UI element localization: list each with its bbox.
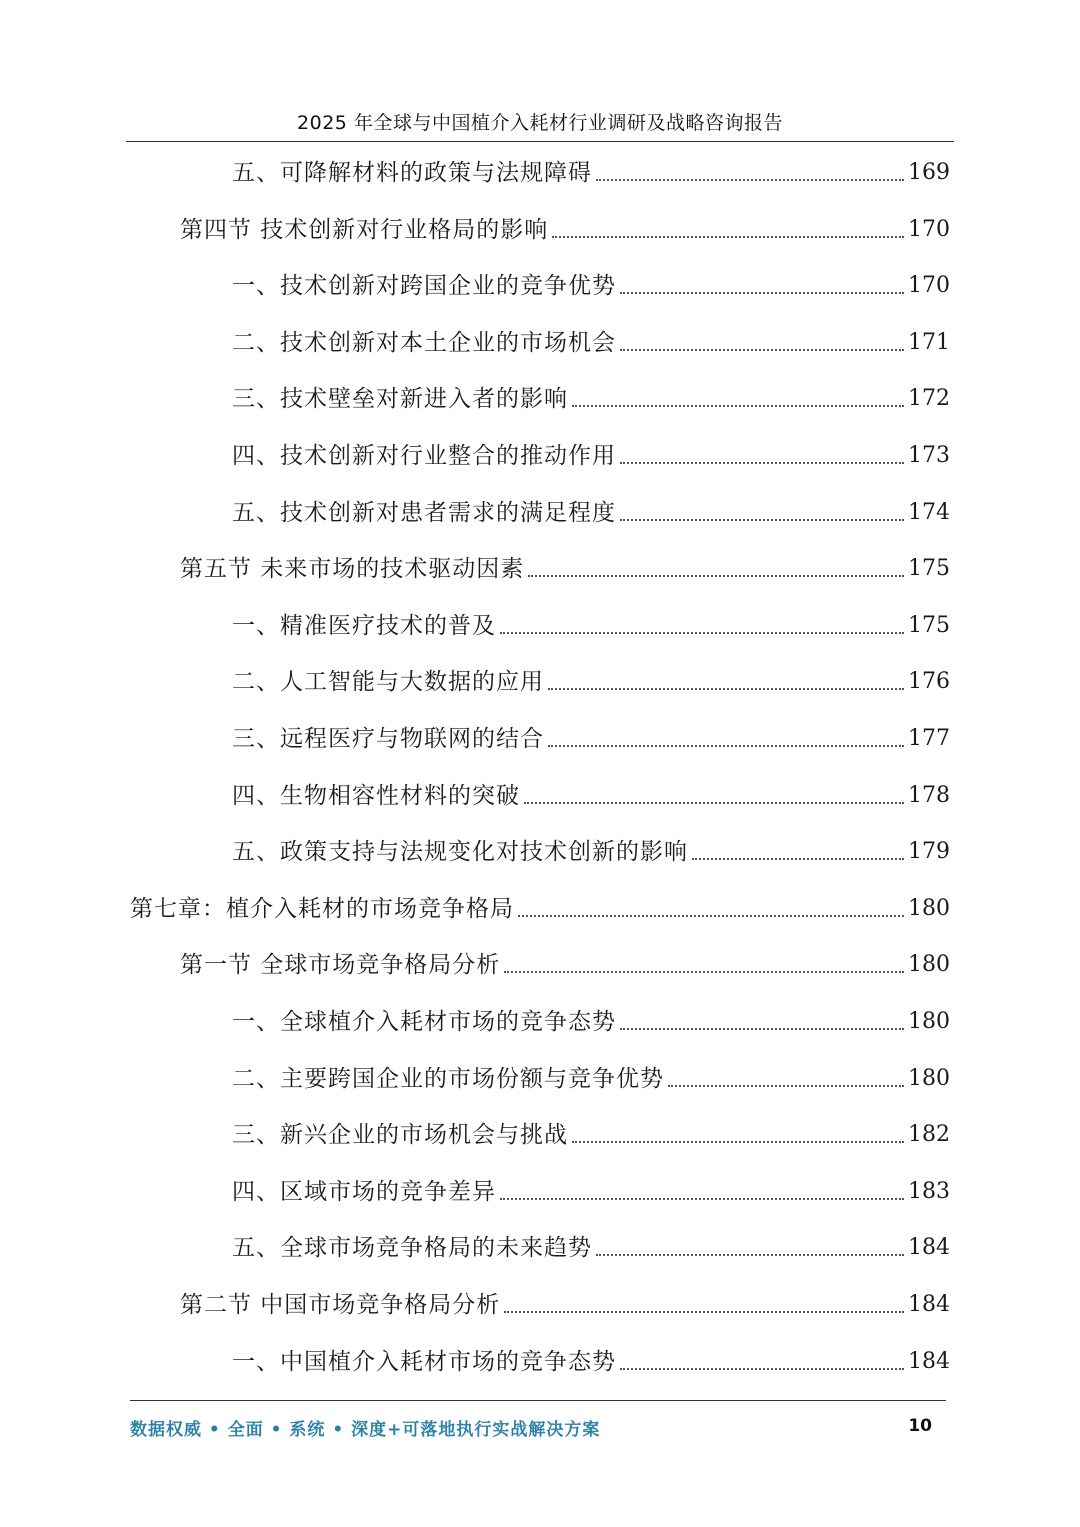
toc-dot-leader <box>620 349 904 351</box>
toc-entry-page: 172 <box>908 386 950 411</box>
toc-entry[interactable] <box>232 497 950 529</box>
toc-entry-title: 四、生物相容性材料的突破 <box>232 783 520 809</box>
toc-dot-leader <box>620 1368 904 1370</box>
toc-entry[interactable] <box>232 780 950 812</box>
toc-dot-leader <box>528 575 904 577</box>
toc-entry[interactable] <box>232 1346 950 1378</box>
toc-entry-page: 177 <box>908 726 950 751</box>
toc-entry-page: 180 <box>908 1009 950 1034</box>
toc-dot-leader <box>620 292 904 294</box>
toc-entry-page: 180 <box>908 952 950 977</box>
toc-entry-page: 169 <box>908 160 950 185</box>
toc-entry-page: 178 <box>908 783 950 808</box>
toc-entry[interactable] <box>232 836 950 868</box>
toc-entry-title: 二、技术创新对本土企业的市场机会 <box>232 330 616 356</box>
toc-entry-page: 184 <box>908 1349 950 1374</box>
toc-dot-leader <box>572 405 904 407</box>
toc-entry[interactable] <box>180 214 950 246</box>
toc-entry[interactable] <box>232 723 950 755</box>
toc-entry-page: 170 <box>908 217 950 242</box>
toc-entry[interactable] <box>232 1063 950 1095</box>
toc-entry-title: 五、可降解材料的政策与法规障碍 <box>232 160 592 186</box>
toc-dot-leader <box>548 688 904 690</box>
toc-entry-title: 四、技术创新对行业整合的推动作用 <box>232 443 616 469</box>
toc-entry[interactable] <box>232 610 950 642</box>
toc-entry-title: 第四节 技术创新对行业格局的影响 <box>180 217 549 243</box>
toc-entry-page: 176 <box>908 669 950 694</box>
footer-divider <box>130 1400 946 1401</box>
toc-dot-leader <box>620 1028 904 1030</box>
toc-entry-title: 三、新兴企业的市场机会与挑战 <box>232 1122 568 1148</box>
toc-entry-title: 一、精准医疗技术的普及 <box>232 613 496 639</box>
toc-entry-title: 一、中国植介入耗材市场的竞争态势 <box>232 1349 616 1375</box>
toc-entry[interactable] <box>180 949 950 981</box>
toc-entry[interactable] <box>232 666 950 698</box>
toc-entry-title: 三、技术壁垒对新进入者的影响 <box>232 386 568 412</box>
toc-dot-leader <box>572 1141 904 1143</box>
toc-entry-page: 179 <box>908 839 950 864</box>
toc-entry[interactable] <box>232 440 950 472</box>
toc-entry-title: 一、全球植介入耗材市场的竞争态势 <box>232 1009 616 1035</box>
toc-dot-leader <box>504 971 904 973</box>
toc-entry-page: 184 <box>908 1235 950 1260</box>
toc-entry-title: 三、远程医疗与物联网的结合 <box>232 726 544 752</box>
toc-dot-leader <box>548 745 904 747</box>
page-number: 10 <box>908 1416 932 1436</box>
toc-dot-leader <box>524 802 904 804</box>
toc-entry-title: 五、全球市场竞争格局的未来趋势 <box>232 1235 592 1261</box>
toc-dot-leader <box>668 1085 904 1087</box>
toc-entry-title: 五、技术创新对患者需求的满足程度 <box>232 500 616 526</box>
toc-entry-title: 第五节 未来市场的技术驱动因素 <box>180 556 525 582</box>
toc-entry[interactable] <box>232 383 950 415</box>
toc-entry[interactable] <box>180 553 950 585</box>
toc-dot-leader <box>552 236 904 238</box>
toc-entry-page: 182 <box>908 1122 950 1147</box>
toc-dot-leader <box>504 1311 904 1313</box>
toc-entry-page: 180 <box>908 896 950 921</box>
toc-dot-leader <box>692 858 904 860</box>
toc-entry[interactable] <box>232 270 950 302</box>
toc-entry-title: 第一节 全球市场竞争格局分析 <box>180 952 501 978</box>
toc-entry[interactable] <box>232 1119 950 1151</box>
toc-entry-title: 第二节 中国市场竞争格局分析 <box>180 1292 501 1318</box>
footer-slogan: 数据权威 • 全面 • 系统 • 深度+可落地执行实战解决方案 <box>130 1420 601 1440</box>
toc-entry-page: 180 <box>908 1066 950 1091</box>
toc-entry-page: 170 <box>908 273 950 298</box>
toc-dot-leader <box>596 1254 904 1256</box>
toc-entry[interactable] <box>232 1232 950 1264</box>
toc-entry-title: 二、主要跨国企业的市场份额与竞争优势 <box>232 1066 664 1092</box>
toc-dot-leader <box>620 462 904 464</box>
toc-dot-leader <box>500 1198 904 1200</box>
toc-entry-title: 第七章：植介入耗材的市场竞争格局 <box>130 896 514 922</box>
toc-dot-leader <box>596 179 904 181</box>
toc-entry-page: 174 <box>908 500 950 525</box>
toc-entry-title: 四、区域市场的竞争差异 <box>232 1179 496 1205</box>
toc-entry[interactable] <box>130 893 950 925</box>
report-title: 2025 年全球与中国植介入耗材行业调研及战略咨询报告 <box>297 112 783 134</box>
toc-entry-title: 二、人工智能与大数据的应用 <box>232 669 544 695</box>
toc-dot-leader <box>620 519 904 521</box>
toc-entry[interactable] <box>232 327 950 359</box>
toc-dot-leader <box>500 632 904 634</box>
toc-entry-page: 183 <box>908 1179 950 1204</box>
toc-entry[interactable] <box>180 1289 950 1321</box>
toc-entry-page: 175 <box>908 613 950 638</box>
toc-entry[interactable] <box>232 1006 950 1038</box>
toc-entry-title: 五、政策支持与法规变化对技术创新的影响 <box>232 839 688 865</box>
toc-entry-page: 173 <box>908 443 950 468</box>
toc-entry[interactable] <box>232 1176 950 1208</box>
toc-entry-page: 175 <box>908 556 950 581</box>
toc-entry-title: 一、技术创新对跨国企业的竞争优势 <box>232 273 616 299</box>
toc-dot-leader <box>518 915 904 917</box>
toc-entry-page: 171 <box>908 330 950 355</box>
toc-entry-page: 184 <box>908 1292 950 1317</box>
toc-entry[interactable] <box>232 157 950 189</box>
